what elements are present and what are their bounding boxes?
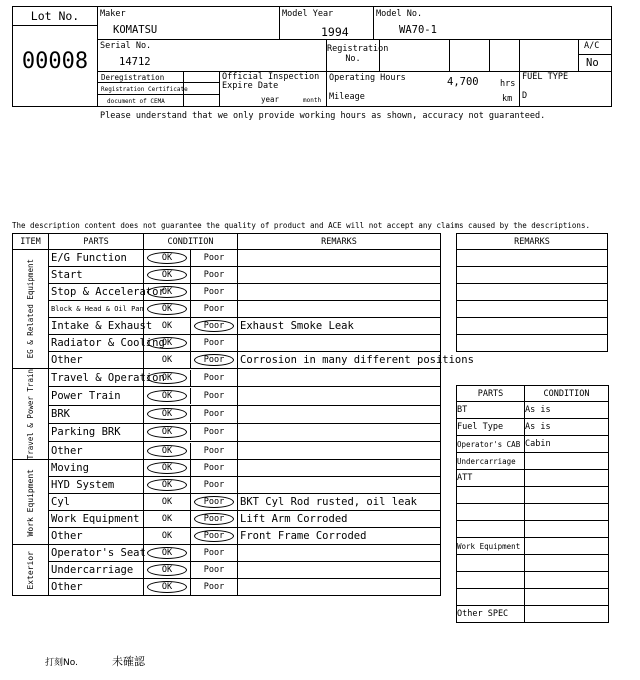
deregistration-label: Deregistration — [101, 73, 165, 82]
remark-text — [238, 562, 441, 579]
poor-mark: Poor — [203, 409, 225, 420]
km-unit: km — [502, 94, 513, 104]
hrs-unit: hrs — [500, 79, 516, 89]
condition-cell — [144, 267, 238, 284]
table-row — [457, 606, 609, 623]
table-row — [457, 555, 609, 572]
condition-cell — [144, 511, 238, 528]
condition-cell — [144, 387, 238, 405]
condition-cell — [144, 460, 238, 477]
condition-cell — [144, 528, 238, 545]
remark-line — [457, 250, 608, 267]
part-name: Moving — [49, 460, 144, 477]
group-label — [13, 369, 49, 460]
part-name: Operator's Seat — [49, 545, 144, 562]
spec-part: ATT — [457, 470, 525, 487]
table-row — [457, 538, 609, 555]
part-name: Work Equipment — [49, 511, 144, 528]
parts-condition-table — [456, 385, 609, 623]
condition-cell — [144, 369, 238, 387]
remark-text — [238, 460, 441, 477]
ok-mark: OK — [144, 284, 191, 300]
table-row — [13, 335, 441, 352]
remark-text — [238, 267, 441, 284]
ok-mark: OK — [144, 494, 191, 510]
ok-mark: OK — [144, 443, 191, 459]
table-row — [13, 477, 441, 494]
maker-label: Maker — [100, 9, 126, 19]
spec-part: Undercarriage — [457, 453, 525, 470]
spec-part — [457, 572, 525, 589]
spec-part — [457, 504, 525, 521]
remark-line — [457, 301, 608, 318]
part-name: Undercarriage — [49, 562, 144, 579]
condition-cell — [144, 423, 238, 441]
registration-no-label: Registration No. — [327, 44, 389, 64]
table-row — [457, 419, 609, 436]
poor-mark: Poor — [203, 372, 225, 383]
table-row — [13, 387, 441, 405]
group-label — [13, 545, 49, 596]
part-name: Other — [49, 579, 144, 596]
part-name: Other — [49, 442, 144, 460]
table-row — [457, 436, 609, 453]
model-no-value: WA70-1 — [399, 24, 437, 36]
spec-part — [457, 589, 525, 606]
header-parts: PARTS — [49, 234, 144, 250]
spec-part: BT — [457, 402, 525, 419]
remark-text — [238, 405, 441, 423]
remark-text — [238, 284, 441, 301]
remark-line — [457, 335, 608, 352]
remark-text — [238, 387, 441, 405]
condition-cell — [144, 318, 238, 335]
ok-mark: OK — [144, 562, 191, 578]
remark-text: Corrosion in many different positions — [238, 352, 441, 369]
spec-condition — [525, 521, 609, 538]
poor-mark: Poor — [203, 427, 225, 438]
table-row — [13, 352, 441, 369]
month-label: month — [303, 97, 322, 104]
poor-mark: Poor — [191, 511, 237, 527]
table-row — [457, 521, 609, 538]
serial-label: Serial No. — [100, 41, 152, 51]
condition-cell — [144, 562, 238, 579]
remark-text — [238, 335, 441, 352]
condition-cell — [144, 442, 238, 460]
fuel-type-label: FUEL TYPE — [522, 72, 569, 82]
vehicle-header — [12, 6, 612, 107]
poor-mark: Poor — [203, 445, 225, 456]
spec-condition: Cabin — [525, 436, 609, 453]
table-row — [13, 250, 441, 267]
spec-condition — [525, 487, 609, 504]
condition-cell — [144, 250, 238, 267]
remark-text — [238, 423, 441, 441]
spec-part — [457, 521, 525, 538]
ok-mark: OK — [144, 528, 191, 544]
group-name: Work Equipment — [26, 468, 35, 537]
table-row — [13, 369, 441, 387]
table-row — [13, 301, 441, 318]
table-row — [13, 579, 441, 596]
part-name: Power Train — [49, 387, 144, 405]
stamp-number-label: 打刻No. — [45, 658, 78, 668]
operating-hours-label: Operating Hours — [329, 73, 406, 83]
ok-mark: OK — [144, 511, 191, 527]
remark-text — [238, 442, 441, 460]
remark-text: Exhaust Smoke Leak — [238, 318, 441, 335]
table-row — [457, 572, 609, 589]
part-name: Stop & Accelerator — [49, 284, 144, 301]
poor-mark: Poor — [203, 390, 225, 401]
table-row — [13, 460, 441, 477]
model-no-label: Model No. — [376, 9, 423, 19]
poor-mark: Poor — [203, 463, 225, 474]
table-row — [457, 487, 609, 504]
spec-condition — [525, 606, 609, 623]
fuel-type-value: D — [522, 91, 528, 101]
maker-value: KOMATSU — [113, 24, 158, 36]
remark-text — [238, 250, 441, 267]
ok-mark: OK — [144, 545, 191, 561]
spec-part — [457, 555, 525, 572]
poor-mark: Poor — [203, 338, 225, 348]
group-name: Travel & Power Train — [26, 369, 35, 460]
table-row — [13, 284, 441, 301]
spec-condition — [525, 504, 609, 521]
table-row — [457, 589, 609, 606]
part-name: Parking BRK — [49, 423, 144, 441]
model-year-value: 1994 — [321, 25, 349, 39]
spec-part: Work Equipment — [457, 538, 525, 555]
table-row — [13, 423, 441, 441]
poor-mark: Poor — [203, 582, 225, 593]
poor-mark: Poor — [191, 494, 237, 510]
ok-mark: OK — [144, 477, 191, 493]
condition-cell — [144, 477, 238, 494]
poor-mark: Poor — [203, 565, 225, 576]
ok-mark: OK — [144, 335, 191, 351]
table-row — [457, 470, 609, 487]
table-row — [13, 545, 441, 562]
spec-part: Other SPEC — [457, 606, 525, 623]
table-row — [13, 511, 441, 528]
poor-mark: Poor — [203, 270, 225, 280]
part-name: Block & Head & Oil Pan — [49, 301, 144, 318]
table-row — [13, 494, 441, 511]
poor-mark: Poor — [203, 480, 225, 491]
part-name: Start — [49, 267, 144, 284]
condition-cell — [144, 301, 238, 318]
header-remarks: REMARKS — [238, 234, 441, 250]
spec-part: Fuel Type — [457, 419, 525, 436]
part-name: Travel & Operation — [49, 369, 144, 387]
inspection-expire-label: Official Inspection Expire Date — [222, 72, 320, 91]
lot-label: Lot No. — [30, 9, 80, 23]
ok-mark: OK — [144, 388, 191, 404]
ac-label: A/C — [584, 41, 600, 51]
condition-cell — [144, 405, 238, 423]
parts-header: PARTS — [457, 386, 525, 402]
spec-condition — [525, 572, 609, 589]
part-name: E/G Function — [49, 250, 144, 267]
spec-condition — [525, 470, 609, 487]
mileage-label: Mileage — [329, 92, 365, 102]
remark-text — [238, 301, 441, 318]
ok-mark: OK — [144, 406, 191, 422]
spec-condition — [525, 555, 609, 572]
spec-condition: As is — [525, 419, 609, 436]
part-name: BRK — [49, 405, 144, 423]
remark-line — [457, 284, 608, 301]
poor-mark: Poor — [203, 304, 225, 314]
remark-text — [238, 579, 441, 596]
condition-header: CONDITION — [525, 386, 609, 402]
group-name: EG & Related Equipment — [26, 259, 35, 359]
side-remarks-header: REMARKS — [457, 234, 608, 250]
poor-mark: Poor — [191, 318, 237, 334]
remark-text — [238, 369, 441, 387]
table-row — [13, 318, 441, 335]
table-row — [457, 402, 609, 419]
spec-condition — [525, 538, 609, 555]
condition-cell — [144, 335, 238, 352]
cema-document-label: document of CEMA — [107, 98, 165, 105]
table-row — [13, 562, 441, 579]
remark-line — [457, 318, 608, 335]
model-year-label: Model Year — [282, 9, 334, 19]
part-name: Radiator & Cooling — [49, 335, 144, 352]
condition-cell — [144, 352, 238, 369]
part-name: Other — [49, 528, 144, 545]
part-name: Cyl — [49, 494, 144, 511]
part-name: HYD System — [49, 477, 144, 494]
table-row — [13, 267, 441, 284]
condition-cell — [144, 545, 238, 562]
spec-part: Operator's CAB — [457, 436, 525, 453]
table-row — [13, 442, 441, 460]
group-label — [13, 460, 49, 545]
remark-text: Front Frame Corroded — [238, 528, 441, 545]
year-label: year — [261, 95, 280, 104]
poor-mark: Poor — [203, 253, 225, 263]
condition-cell — [144, 494, 238, 511]
ac-value: No — [586, 57, 599, 69]
poor-mark: Poor — [191, 528, 237, 544]
part-name: Intake & Exhaust — [49, 318, 144, 335]
ok-mark: OK — [144, 460, 191, 476]
ok-mark: OK — [144, 370, 191, 386]
ok-mark: OK — [144, 352, 191, 368]
lot-number: 00008 — [21, 49, 89, 74]
serial-value: 14712 — [119, 56, 151, 68]
group-label — [13, 250, 49, 369]
poor-mark: Poor — [203, 548, 225, 559]
table-row — [457, 453, 609, 470]
spec-condition: As is — [525, 402, 609, 419]
header-condition: CONDITION — [144, 234, 238, 250]
ok-mark: OK — [144, 424, 191, 440]
table-row — [13, 528, 441, 545]
side-remarks-table — [456, 233, 608, 352]
registration-certificate-label: Registration Certificate — [101, 86, 188, 93]
stamp-number-value: 未確認 — [112, 655, 145, 668]
spec-part — [457, 487, 525, 504]
group-name: Exterior — [26, 551, 35, 590]
remark-line — [457, 267, 608, 284]
spec-condition — [525, 453, 609, 470]
disclaimer: The description content does not guarantee the quality of product and ACE will not accept any claims caused by the descriptions. — [12, 221, 590, 230]
operating-hours-value: 4,700 — [447, 76, 479, 88]
ok-mark: OK — [144, 579, 191, 595]
table-row — [457, 504, 609, 521]
table-row — [13, 405, 441, 423]
header-item: ITEM — [13, 234, 49, 250]
remark-text — [238, 545, 441, 562]
poor-mark: Poor — [203, 287, 225, 297]
part-name: Other — [49, 352, 144, 369]
spec-condition — [525, 589, 609, 606]
remark-text: Lift Arm Corroded — [238, 511, 441, 528]
poor-mark: Poor — [191, 352, 237, 368]
remark-text — [238, 477, 441, 494]
condition-cell — [144, 284, 238, 301]
hours-accuracy-note: Please understand that we only provide working hours as shown, accuracy not guaranteed. — [100, 111, 546, 121]
condition-cell — [144, 579, 238, 596]
ok-mark: OK — [144, 250, 191, 266]
ok-mark: OK — [144, 318, 191, 334]
remark-text: BKT Cyl Rod rusted, oil leak — [238, 494, 441, 511]
ok-mark: OK — [144, 301, 191, 317]
ok-mark: OK — [144, 267, 191, 283]
